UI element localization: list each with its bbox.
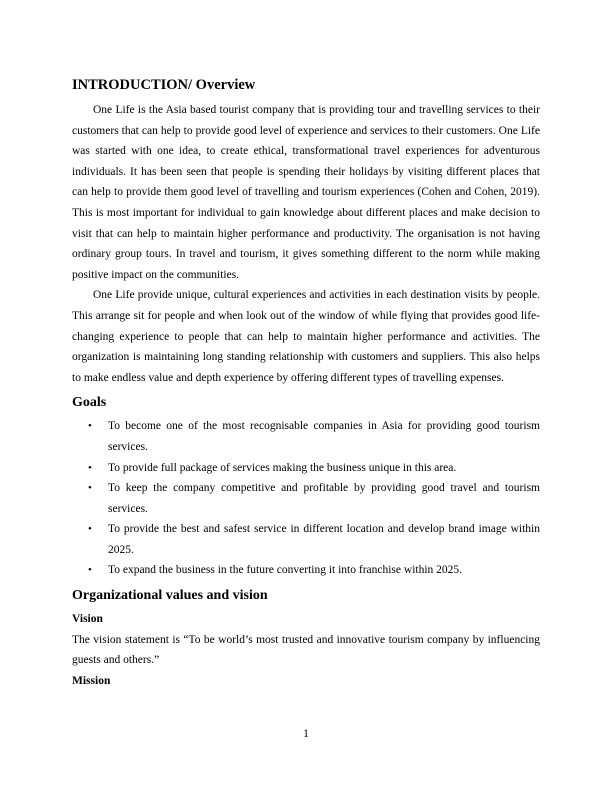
goal-item [72,416,540,457]
page-number: 1 [303,728,309,740]
goal-item [72,478,540,519]
goals-list [72,416,540,581]
intro-heading: INTRODUCTION/ Overview [72,77,256,93]
goal-text: To expand the business in the future converting it into franchise within 2025. [108,564,463,577]
mission-heading: Mission [72,674,111,687]
bullet-icon: • [88,461,92,474]
goals-heading: Goals [72,395,107,411]
intro-paragraph-1: One Life is the Asia based tourist company that is providing tour and travelling services to their customers that can help to provide good level of experience and services to their customers. One Life was started with one idea, to create ethical, transformational travel experiences for adventurous individuals. It has been seen that people is spending their holidays by visiting different places that can help to provide them good level of travelling and tourism experiences (Cohen and Cohen, 2019). This is most important for individual to gain knowledge about different places and make decision to visit that can help to maintain higher performance and productivity. The organisation is not having ordinary group tours. In travel and tourism, it gives something different to the norm while making positive impact on the communities. [72,104,540,281]
document-page [72,76,540,691]
bullet-icon: • [88,523,92,536]
bullet-icon: • [88,564,92,577]
vision-text: The vision statement is “To be world’s most trusted and innovative tourism company by influencing guests and others.” [72,633,540,667]
vision-heading: Vision [72,613,103,626]
goal-item [72,560,540,581]
goal-text: To provide full package of services making the business unique in this area. [108,461,457,474]
bullet-icon: • [88,420,92,433]
goal-text: To become one of the most recognisable companies in Asia for providing good tourism services. [108,420,540,453]
goal-text: To keep the company competitive and profitable by providing good travel and tourism services. [108,482,540,515]
goal-item [72,458,540,479]
goal-text: To provide the best and safest service in different location and develop brand image within 2025. [108,523,540,556]
intro-paragraph-2: One Life provide unique, cultural experiences and activities in each destination visits by people. This arrange sit for people and when look out of the window of while flying that provides good life-changing experience to people that can help to maintain higher performance and activities. The organization is maintaining long standing relationship with customers and suppliers. This also helps to make endless value and depth experience by offering different types of travelling expenses. [72,289,540,384]
bullet-icon: • [88,482,92,495]
values-heading: Organizational values and vision [72,588,268,604]
goal-item [72,519,540,560]
